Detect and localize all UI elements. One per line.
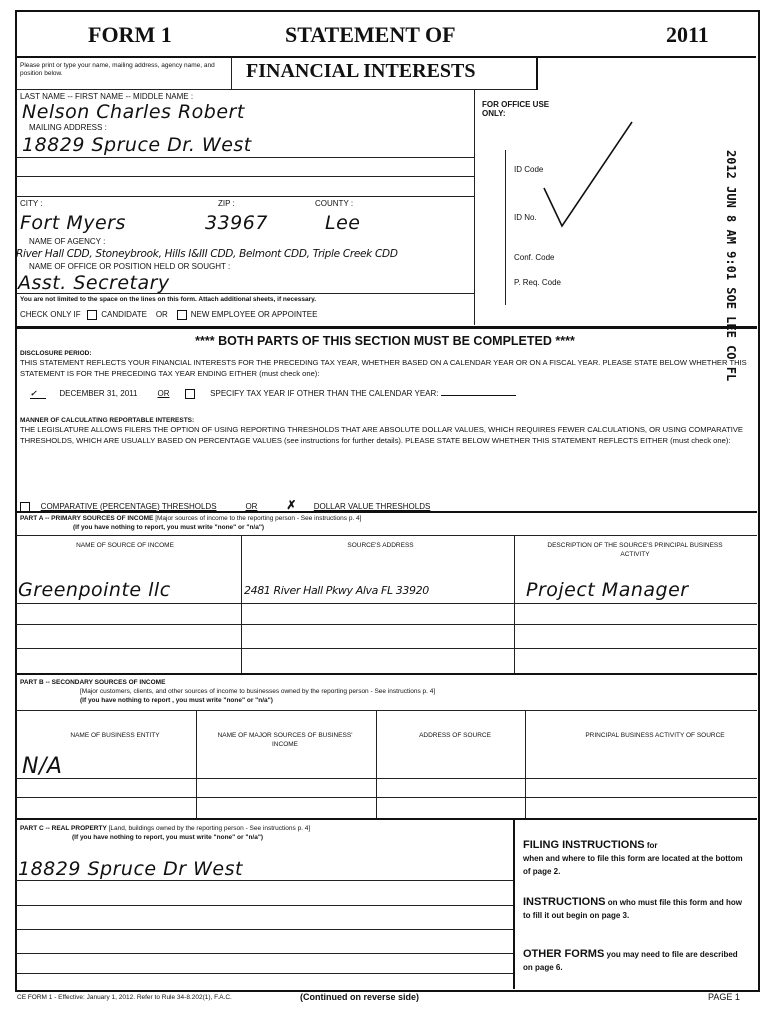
part-a-col-name: NAME OF SOURCE OF INCOME (76, 542, 174, 549)
part-c-title: PART C -- REAL PROPERTY (20, 825, 107, 832)
part-a-title: PART A -- PRIMARY SOURCES OF INCOME (20, 515, 154, 522)
part-c-title-row (20, 825, 310, 832)
position-label: NAME OF OFFICE OR POSITION HELD OR SOUGHT : (29, 262, 231, 271)
office-use-title: FOR OFFICE USE ONLY: (482, 100, 550, 118)
zip-label: ZIP : (218, 199, 235, 208)
other-head: OTHER FORMS (523, 948, 605, 960)
or-label-2: OR (157, 389, 170, 399)
part-b-col-address: ADDRESS OF SOURCE (419, 732, 491, 739)
position-value[interactable]: Asst. Secretary (18, 272, 170, 294)
filing-instructions (523, 838, 748, 877)
id-code-label: ID Code (514, 165, 544, 174)
part-b-title: PART B -- SECONDARY SOURCES OF INCOME (20, 679, 166, 686)
other-text: you may need to file are described on page 6. (523, 950, 738, 972)
part-a-cell-address[interactable]: 2481 River Hall Pkwy Alva FL 33920 (244, 584, 429, 597)
part-a-col-address: SOURCE'S ADDRESS (347, 542, 414, 549)
filing-text: when and where to file this form are located at the bottom of page 2. (523, 854, 743, 876)
filing-tail: for (644, 841, 658, 850)
checkmark-icon (540, 118, 640, 238)
dec31-label: DECEMBER 31, 2011 (59, 389, 138, 399)
or-label-3: OR (245, 502, 258, 511)
received-stamp: 2012 JUN 8 AM 9:01 SOE LEE CO FL (724, 150, 738, 382)
part-b-subtitle: (If you have nothing to report , you must write "none" or "n/a") (80, 697, 273, 704)
manner-text: THE LEGISLATURE ALLOWS FILERS THE OPTION OF USING REPORTING THRESHOLDS THAT ARE ABSOLUTE DOLLAR VALUES, WHICH REQUIRES FEWER CALCULATIONS, OR USING COMPARATIVE THRESHOLDS, WHICH ARE USUALLY BASED ON PERCENTAGE VALUES (see instructions for further details). PLEASE STATE BELOW WHETHER THIS STATEMENT REFLECTS EITHER (must check one): (20, 425, 743, 445)
section-banner: **** BOTH PARTS OF THIS SECTION MUST BE COMPLETED **** (195, 334, 575, 348)
address-label: MAILING ADDRESS : (29, 123, 107, 132)
dollar-checkbox[interactable]: ✗ (286, 498, 297, 512)
disclosure-choices (30, 389, 516, 399)
county-label: COUNTY : (315, 199, 354, 208)
title-line2: FINANCIAL INTERESTS (246, 60, 476, 82)
city-value[interactable]: Fort Myers (20, 212, 126, 234)
part-a-cell-name[interactable]: Greenpointe llc (18, 579, 171, 601)
new-employee-label: NEW EMPLOYEE OR APPOINTEE (190, 310, 318, 320)
footer-center: (Continued on reverse side) (300, 992, 420, 1002)
part-a-col-description: DESCRIPTION OF THE SOURCE'S PRINCIPAL BUSINESS ACTIVITY (547, 542, 723, 558)
part-a-note: [Major sources of income to the reporting person - See instructions p. 4] (155, 515, 362, 522)
other-forms (523, 947, 748, 973)
agency-value[interactable]: River Hall CDD, Stoneybrook, Hills I&III CDD, Belmont CDD, Triple Creek CDD (16, 248, 398, 260)
agency-label: NAME OF AGENCY : (29, 237, 106, 246)
candidate-label: CANDIDATE (101, 310, 147, 320)
title-line1: STATEMENT OF (285, 22, 456, 47)
county-value[interactable]: Lee (325, 212, 361, 234)
part-a-title-row (20, 515, 361, 522)
new-employee-checkbox[interactable] (177, 310, 187, 320)
p-req-code-label: P. Req. Code (514, 278, 561, 287)
how-to-instructions (523, 895, 748, 921)
part-a-cell-description[interactable]: Project Manager (526, 579, 689, 601)
part-c-value[interactable]: 18829 Spruce Dr West (18, 858, 243, 880)
comparative-label: COMPARATIVE (PERCENTAGE) THRESHOLDS (40, 502, 217, 511)
specify-label: SPECIFY TAX YEAR IF OTHER THAN THE CALENDAR YEAR: (210, 389, 439, 399)
part-b-col-sources: NAME OF MAJOR SOURCES OF BUSINESS' INCOME (217, 732, 353, 748)
manner-title: MANNER OF CALCULATING REPORTABLE INTERESTS: (20, 417, 195, 424)
not-limited-note: You are not limited to the space on the lines on this form. Attach additional sheets, if necessary. (20, 296, 317, 303)
specify-field[interactable] (441, 395, 516, 396)
city-label: CITY : (20, 199, 43, 208)
zip-value[interactable]: 33967 (205, 212, 268, 234)
part-c-subtitle: (If you have nothing to report, you must write "none" or "n/a") (72, 834, 264, 841)
footer-left: CE FORM 1 - Effective: January 1, 2012. Refer to Rule 34-8.202(1), F.A.C. (17, 994, 232, 1001)
check-only-row (20, 310, 317, 320)
name-label: LAST NAME -- FIRST NAME -- MIDDLE NAME : (20, 92, 194, 101)
part-b-col-entity: NAME OF BUSINESS ENTITY (70, 732, 160, 739)
specify-checkbox[interactable] (185, 389, 195, 399)
part-c-note: [Land, buildings owned by the reporting person - See instructions p. 4] (108, 825, 311, 832)
instr-text: on who must file this form and how to fill it out begin on page 3. (523, 898, 742, 920)
part-a-subtitle: (If you have nothing to report, you must write "none" or "n/a") (73, 524, 265, 531)
check-only-label: CHECK ONLY IF (20, 310, 81, 320)
threshold-choices (20, 498, 430, 512)
form-year: 2011 (666, 22, 709, 47)
footer-page: PAGE 1 (708, 992, 740, 1002)
part-b-note: [Major customers, clients, and other sources of income to businesses owned by the reporting person - See instructions p. 4] (80, 688, 436, 695)
name-value[interactable]: Nelson Charles Robert (22, 101, 245, 123)
dec31-checkbox[interactable]: ✓ (30, 389, 46, 399)
disclosure-title: DISCLOSURE PERIOD: (20, 350, 92, 357)
instr-head: INSTRUCTIONS (523, 896, 606, 908)
part-b-cell-entity[interactable]: N/A (22, 754, 63, 779)
form-number: FORM 1 (88, 22, 172, 47)
id-no-label: ID No. (514, 213, 537, 222)
candidate-checkbox[interactable] (87, 310, 97, 320)
disclosure-text: THIS STATEMENT REFLECTS YOUR FINANCIAL INTERESTS FOR THE PRECEDING TAX YEAR, WHETHER BASED ON A CALENDAR YEAR OR ON A FISCAL YEAR. PLEASE STATE BELOW WHETHER THIS STATEMENT IS FOR THE PRECEDING TAX YEAR ENDING EITHER (must check one): (20, 358, 747, 378)
or-label: OR (155, 310, 168, 320)
part-b-col-activity: PRINCIPAL BUSINESS ACTIVITY OF SOURCE (585, 732, 725, 739)
conf-code-label: Conf. Code (514, 253, 555, 262)
dollar-label: DOLLAR VALUE THRESHOLDS (313, 502, 431, 511)
filing-head: FILING INSTRUCTIONS (523, 839, 645, 851)
print-note: Please print or type your name, mailing address, agency name, and position below. (20, 62, 215, 77)
address-value[interactable]: 18829 Spruce Dr. West (22, 134, 252, 156)
